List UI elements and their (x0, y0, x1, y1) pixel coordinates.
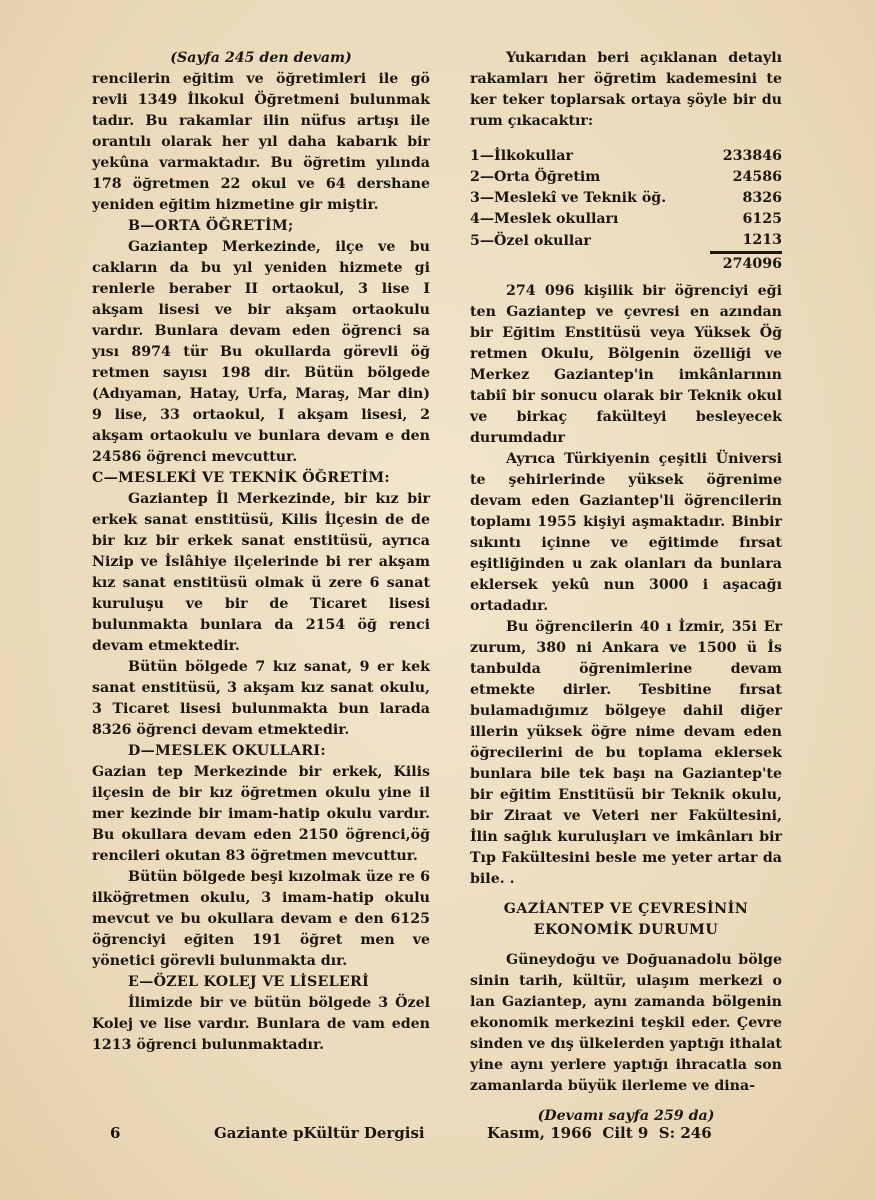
table-cell-value: 1213 (742, 232, 782, 248)
table-row (470, 230, 782, 253)
page-number: 6 (110, 1124, 121, 1142)
issue-info: Kasım, 1966 Cilt 9 S: 246 (487, 1124, 712, 1142)
paragraph: Bütün bölgede 7 kız sanat, 9 er kek sanat enstitüsü, 3 akşam kız sanat okulu, 3 Ticaret lisesi bulunmakta bun larada 8326 öğrenci devam etmektedir. (92, 659, 430, 738)
table-row (470, 146, 782, 167)
table-cell-value: 6125 (742, 211, 782, 227)
table-cell-label: 3—Meslekî ve Teknik öğ. (470, 190, 667, 206)
paragraph: Gaziantep İl Merkezinde, bir kız bir erkek sanat enstitüsü, Kilis İlçesin de de bir kız bir erkek sanat enstitüsü, ayrıca Nizip ve İslâhiye ilçelerinde bi rer akşam kız sanat enstitüsü olmak ü zere 6 sanat kuruluşu ve bir de Ticaret lisesi bulunmakta bunlara da 2154 öğ renci devam etmektedir. (92, 491, 430, 654)
paragraph: Gaziantep Merkezinde, ilçe ve bu cakların da bu yıl yeniden hizmete gi renlerle beraber II ortaokul, 3 lise I akşam lisesi ve bir akşam ortaokulu vardır. Bunlara devam eden öğrenci sa yısı 8974 tür Bu okullarda görevli öğ retmen sayısı 198 dir. Bütün bölgede (Adıyaman, Hatay, Urfa, Maraş, Mar din) 9 lise, 33 ortaokul, I akşam lisesi, 2 akşam ortaokulu ve bunlara devam e den 24586 öğrenci mevcuttur. (92, 239, 430, 465)
table-cell-value: 233846 (722, 148, 782, 164)
paragraph: Gazian tep Merkezinde bir erkek, Kilis ilçesin de bir kız öğretmen okulu yine il mer kezinde bir imam-hatip okulu vardır. Bu okullara devam eden 2150 öğrenci,öğ rencileri okutan 83 öğretmen mevcuttur. (92, 764, 430, 864)
table-row (470, 188, 782, 209)
paragraph: İlimizde bir ve bütün bölgede 3 Özel Kolej ve lise vardır. Bunlara de vam eden 1213 öğrenci bulunmaktadır. (92, 995, 430, 1053)
table-row (470, 209, 782, 230)
journal-name: Gaziante pKültür Dergisi (214, 1124, 425, 1142)
section-title-line-2: EKONOMİK DURUMU (533, 922, 719, 938)
continued-from-note: (Sayfa 245 den devam) (170, 50, 352, 66)
table-cell-label: 2—Orta Öğretim (470, 169, 601, 185)
paragraph: Bu öğrencilerin 40 ı İzmir, 35i Er zurum, 380 ni Ankara ve 1500 ü İs tanbulda öğrenimlerine devam etmekte dirler. Tesbitine fırsat bulamadığımız bölgeye dahil diğer illerin yüksek öğre nime devam eden öğrecilerini de bu toplama eklersek bunlara bile tek başı na Gaziantep'te bir eğitim Enstitüsü bir Teknik okulu, bir Ziraat ve Veteri ner Fakültesini, İlin sağlık kuruluşları ve imkânları bir Tıp Fakültesini besle me yeter artar da bile. . (470, 619, 782, 887)
continued-on-note: (Devamı sayfa 259 da) (537, 1108, 715, 1124)
table-total-row (470, 253, 782, 276)
paragraph: 274 096 kişilik bir öğrenciyi eği ten Gaziantep ve çevresi en azından bir Eğitim Enstitüsü veya Yüksek Öğ retmen Okulu, Bölgenin özelliği ve Merkez Gaziantep'in imkânlarının tabiî bir sonucu olarak bir Teknik okul ve birkaç fakülteyi besleyecek durumdadır (470, 283, 782, 446)
table-row (470, 167, 782, 188)
section-heading: B—ORTA ÖĞRETİM; (128, 218, 294, 234)
left-column (92, 48, 430, 1056)
table-cell-label: 5—Özel okullar (470, 232, 591, 249)
section-title-line-1: GAZİANTEP VE ÇEVRESİNİN (503, 901, 749, 917)
table-cell-label: 4—Meslek okulları (470, 211, 619, 227)
section-heading: D—MESLEK OKULLARI: (128, 743, 326, 759)
paragraph: Ayrıca Türkiyenin çeşitli Üniversi te şehirlerinde yüksek öğrenime devam eden Gaziantep'li öğrencilerin toplamı 1955 kişiyi aşmaktadır. Binbir sıkıntı içinne ve eğitimde fırsat eşitliğinden u zak olanları da bunlara eklersek yekû nun 3000 i aşacağı ortadadır. (470, 451, 782, 614)
section-heading: E—ÖZEL KOLEJ VE LİSELERİ (128, 974, 370, 990)
table-cell-value: 24586 (732, 169, 782, 185)
paragraph: rencilerin eğitim ve öğretimleri ile gö revli 1349 İlkokul Öğretmeni bulunmak tadır. Bu rakamlar ilin nüfus artışı ile orantılı olarak her yıl daha kabarık bir yekûna varmaktadır. Bu öğretim yılında 178 öğretmen 22 okul ve 64 dershane yeniden eğitim hizmetine gir miştir. (92, 71, 430, 213)
student-totals-table (470, 146, 782, 275)
table-cell-value: 8326 (742, 190, 782, 206)
table-cell-label: 1—İlkokullar (470, 148, 573, 164)
section-heading: C—MESLEKİ VE TEKNİK ÖĞRETİM: (92, 470, 390, 486)
table-total-value: 274096 (710, 253, 782, 276)
paragraph: Bütün bölgede beşi kızolmak üze re 6 ilköğretmen okulu, 3 imam-hatip okulu mevcut ve bu okullara devam e den 6125 öğrenciyi eğiten 191 öğret men ve yönetici görevli bulunmakta dır. (92, 869, 430, 969)
paragraph: Güneydoğu ve Doğuanadolu bölge sinin tarih, kültür, ulaşım merkezi o lan Gaziantep, aynı zamanda bölgenin ekonomik merkezini teşkil eder. Çevre sinden ve dış ülkelerden yaptığı ithalat yine aynı yerlere yaptığı ihracatla son zamanlarda büyük ilerleme ve dina- (470, 952, 782, 1094)
right-column (470, 48, 782, 1127)
paragraph: Yukarıdan beri açıklanan detaylı rakamları her öğretim kademesini te ker teker toplarsak ortaya şöyle bir du rum çıkacaktır: (470, 50, 782, 129)
